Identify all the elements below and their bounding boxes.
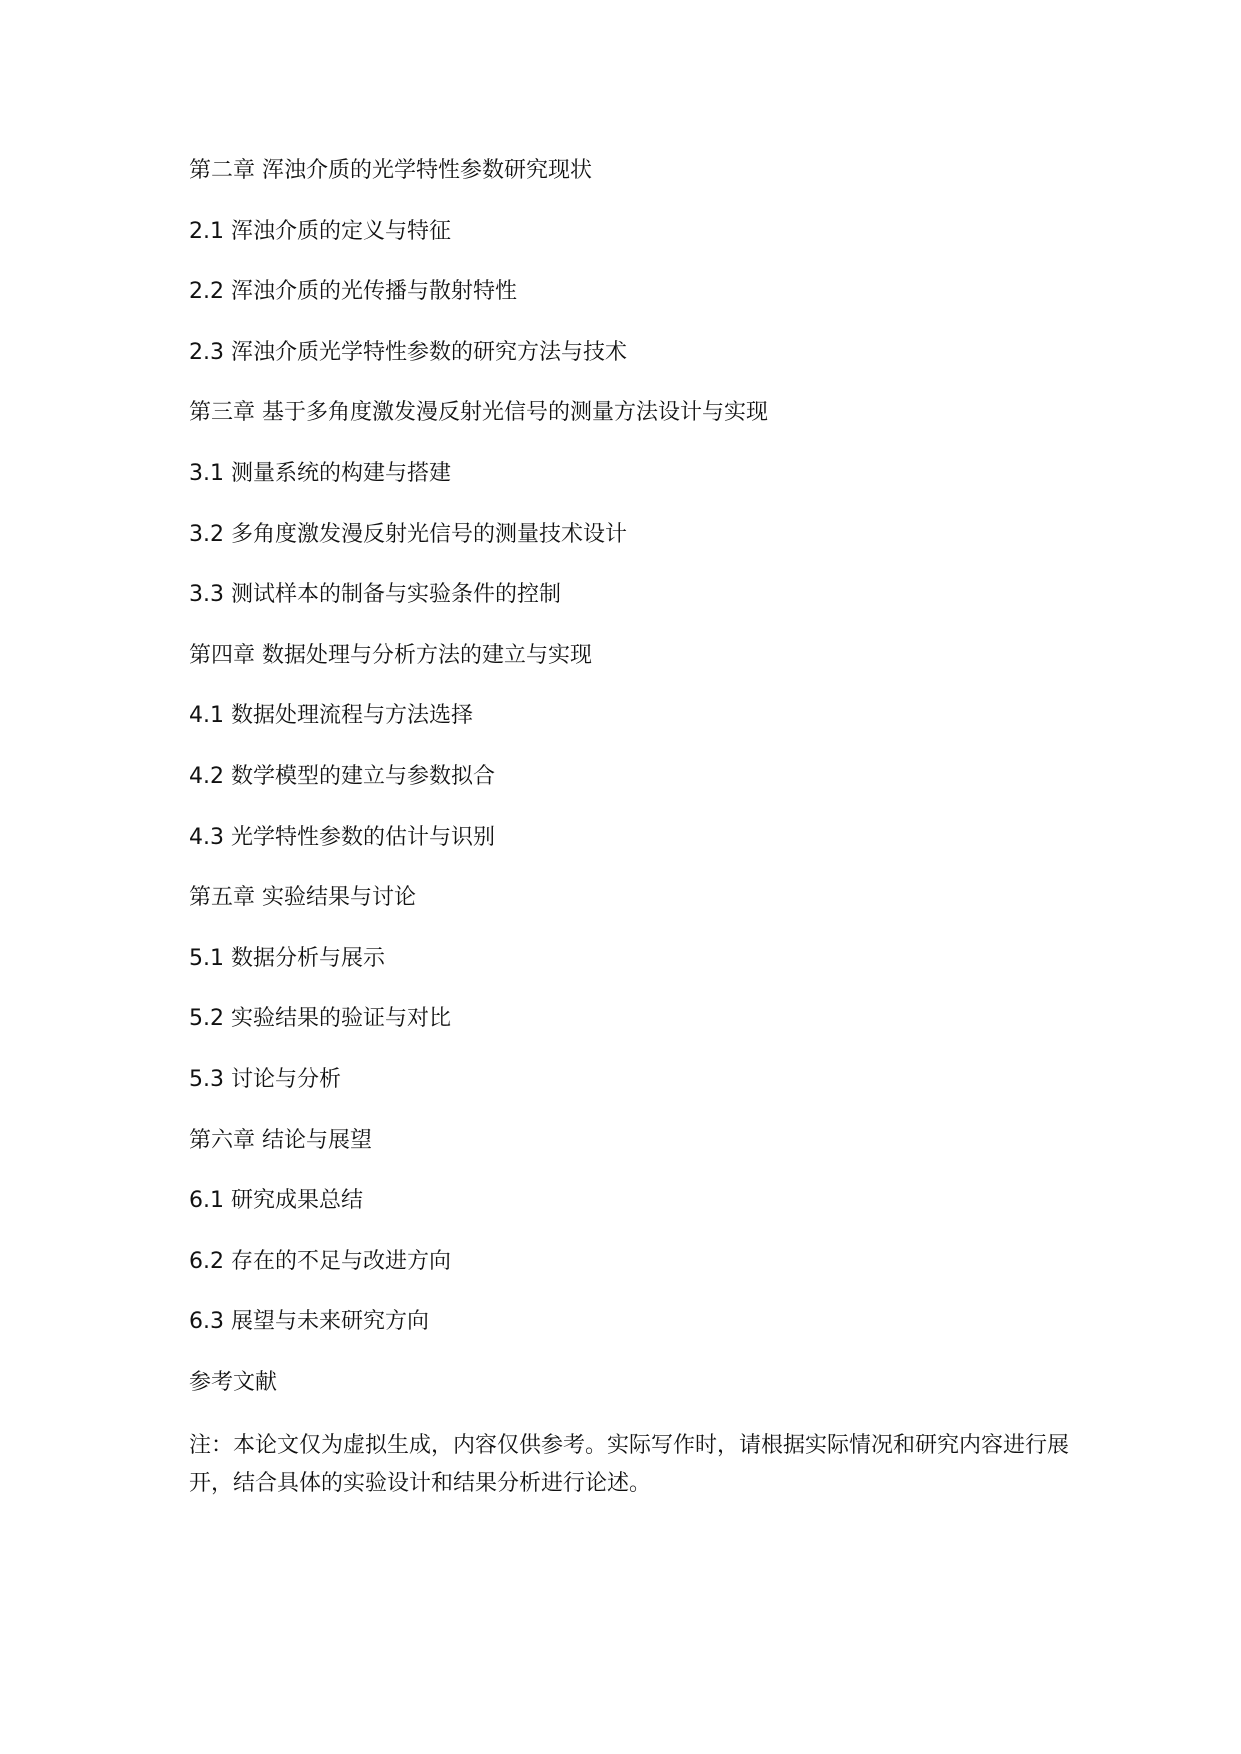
toc-chapter-4: 第四章 数据处理与分析方法的建立与实现 [189, 642, 592, 668]
disclaimer-note: 注：本论文仅为虚拟生成，内容仅供参考。实际写作时，请根据实际情况和研究内容进行展开，结合具体的实验设计和结果分析进行论述。 [189, 1433, 1070, 1497]
document-content [189, 155, 1069, 1525]
toc-section-5-3: 5.3 讨论与分析 [189, 1066, 341, 1092]
toc-section-3-1: 3.1 测量系统的构建与搭建 [189, 460, 451, 486]
toc-section-4-1: 4.1 数据处理流程与方法选择 [189, 703, 473, 729]
toc-section-3-3: 3.3 测试样本的制备与实验条件的控制 [189, 582, 561, 608]
toc-section-5-2: 5.2 实验结果的验证与对比 [189, 1006, 451, 1032]
toc-section-6-2: 6.2 存在的不足与改进方向 [189, 1248, 451, 1274]
toc-references: 参考文献 [189, 1369, 278, 1395]
toc-chapter-5: 第五章 实验结果与讨论 [189, 885, 416, 911]
toc-section-6-1: 6.1 研究成果总结 [189, 1188, 363, 1214]
toc-section-2-2: 2.2 浑浊介质的光传播与散射特性 [189, 279, 517, 305]
toc-chapter-2: 第二章 浑浊介质的光学特性参数研究现状 [189, 158, 592, 183]
toc-section-3-2: 3.2 多角度激发漫反射光信号的测量技术设计 [189, 521, 627, 547]
toc-section-4-2: 4.2 数学模型的建立与参数拟合 [189, 763, 495, 789]
toc-section-2-1: 2.1 浑浊介质的定义与特征 [189, 218, 451, 244]
toc-section-5-1: 5.1 数据分析与展示 [189, 945, 385, 971]
toc-section-6-3: 6.3 展望与未来研究方向 [189, 1309, 429, 1335]
toc-chapter-6: 第六章 结论与展望 [189, 1127, 372, 1153]
toc-section-4-3: 4.3 光学特性参数的估计与识别 [189, 824, 495, 850]
toc-chapter-3: 第三章 基于多角度激发漫反射光信号的测量方法设计与实现 [189, 400, 768, 426]
table-of-contents [189, 155, 1069, 1427]
toc-section-2-3: 2.3 浑浊介质光学特性参数的研究方法与技术 [189, 339, 627, 365]
